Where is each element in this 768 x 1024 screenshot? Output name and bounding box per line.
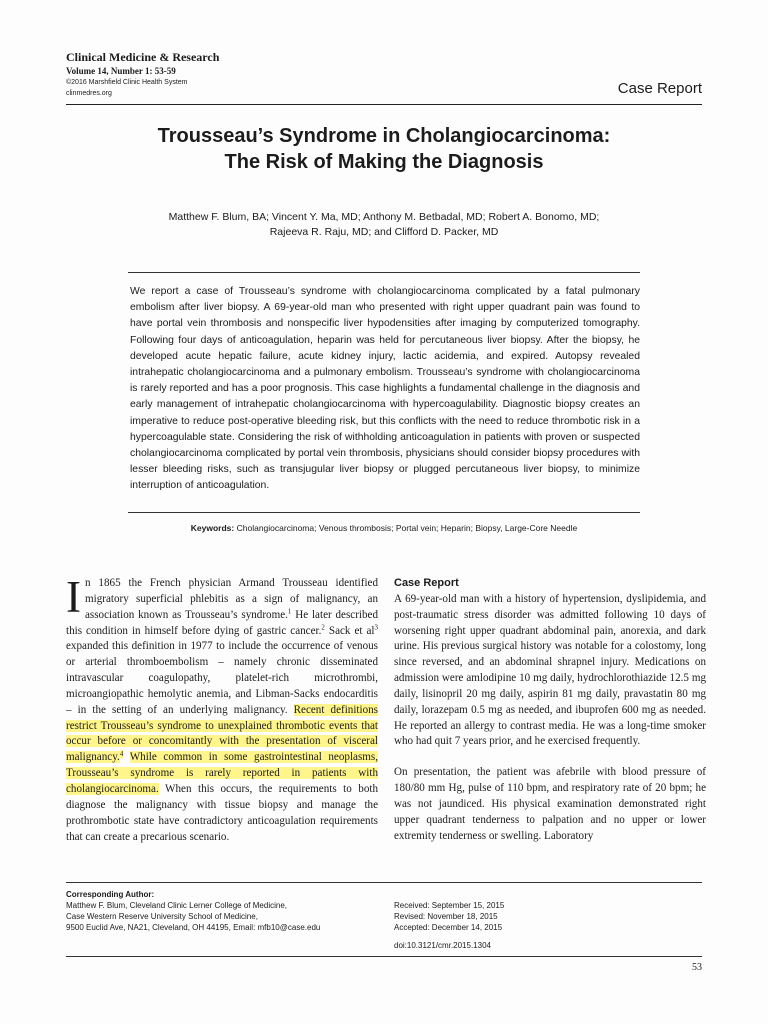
revised-date: Revised: November 18, 2015	[394, 912, 498, 922]
intro-text: expanded this definition in 1977 to include the occurrence of venous or arterial thromboembolism – namely chronic disseminated intravascular coagulopathy, platelet-rich microthrombi, microangiopathic hemolytic anemia, and Libman-Sacks endocarditis – in the setting of an underlying malignancy.	[66, 640, 378, 716]
keyword: Cholangiocarcinoma;	[236, 523, 317, 533]
article-type-label: Case Report	[617, 80, 702, 97]
section-heading: Case Report	[394, 577, 459, 589]
journal-copyright: ©2016 Marshfield Clinic Health System	[66, 79, 188, 86]
intro-text: When this occurs, the requirements to both diagnose the malignancy with tissue biopsy and manage the prothrombotic state have contradictory anticoagulation requirements that can create a precarious scenario.	[66, 782, 378, 843]
corresponding-author-line: Case Western Reserve University School of Medicine,	[66, 912, 258, 921]
keyword: Portal vein;	[395, 523, 439, 533]
received-date: Received: September 15, 2015	[394, 901, 505, 910]
case-report-column	[394, 576, 706, 845]
intro-column	[66, 572, 379, 845]
reference-4: 4	[119, 749, 124, 758]
reference-3: 3	[374, 622, 378, 631]
keyword: Heparin;	[440, 523, 473, 533]
keywords-label: Keywords:	[190, 523, 235, 533]
highlighted-text: While common in some gastrointestinal neoplasms, Trousseau’s syndrome is rarely reported in patients with cholangiocarcinoma.	[66, 751, 378, 795]
accepted-date: Accepted: December 14, 2015	[394, 923, 503, 933]
title-line-1: Trousseau’s Syndrome in Cholangiocarcinoma:	[157, 125, 611, 147]
intro-text: Sack et al	[324, 624, 375, 637]
keyword: Biopsy, Large-Core Needle	[475, 523, 578, 533]
abstract-divider-bottom	[128, 512, 640, 513]
journal-volume: Volume 14, Number 1: 53-59	[66, 66, 176, 76]
article-title	[66, 124, 702, 175]
reference-2: 2	[321, 622, 325, 631]
doi: doi:10.3121/cmr.2015.1304	[394, 941, 491, 950]
keyword: Venous thrombosis;	[318, 523, 394, 533]
abstract-divider-top	[128, 272, 640, 273]
abstract-text: We report a case of Trousseau’s syndrome with cholangiocarcinoma complicated by a fatal pulmonary embolism after liver biopsy. A 69-year-old man who presented with right upper quadrant pain was found to have portal vein thrombosis and nonspecific liver hypodensities after imaging by computerized tomography. Following four days of anticoagulation, heparin was held for percutaneous liver biopsy. After the biopsy, he developed acute hepatic failure, acute kidney injury, lactic acidemia, and expired. Autopsy revealed intrahepatic cholangiocarcinoma and a pulmonary embolism. Trousseau’s syndrome with cholangiocarcinoma is rarely reported and has a poor prognosis. This case highlights a fundamental challenge in the diagnosis and early management of intrahepatic cholangiocarcinoma with hypercoagulability. Diagnostic biopsy creates an imperative to reduce post-operative bleeding risk, but this conflicts with the need to reduce thrombotic risk in a hypercoagulable state. Considering the risk of withholding anticoagulation in patients with proven or suspected cholangiocarcinoma complicated by portal vein thrombosis, physicians should consider biopsy procedures with lesser bleeding risks, such as transjugular liver biopsy or plugged percutaneous liver biopsy, to minimize interruption of anticoagulation.	[130, 286, 640, 492]
authors-line-2: Rajeeva R. Raju, MD; and Clifford D. Packer, MD	[269, 225, 499, 238]
corresponding-author	[66, 889, 366, 933]
header-divider	[66, 104, 702, 105]
highlighted-text: Recent definitions restrict Trousseau’s syndrome to unexplained thrombotic events that occur before or concomitantly with the presentation of visceral malignancy.	[66, 703, 378, 764]
footer-divider-bottom	[66, 956, 702, 957]
corresponding-author-label: Corresponding Author:	[66, 890, 155, 899]
article-dates	[394, 900, 504, 934]
paragraph-gap	[394, 750, 706, 765]
intro-text: n 1865 the French physician Armand Trousseau identified migratory superficial phlebitis as a sign of malignancy, an association known as Trousseau’s syndrome.	[85, 577, 378, 621]
author-list	[66, 210, 702, 239]
authors-line-1: Matthew F. Blum, BA; Vincent Y. Ma, MD; Anthony M. Betbadal, MD; Robert A. Bonomo, MD;	[168, 211, 600, 223]
title-line-2: The Risk of Making the Diagnosis	[224, 150, 544, 173]
footer-divider-top	[66, 882, 702, 883]
keywords-line	[0, 523, 768, 533]
page-number: 53	[692, 962, 702, 973]
journal-site: clinmedres.org	[66, 90, 112, 97]
intro-text: He later described this condition in himself before dying of gastric cancer.	[66, 608, 379, 637]
case-paragraph-1: A 69-year-old man with a history of hypertension, dyslipidemia, and post-traumatic stress disorder was admitted following 10 days of worsening right upper quadrant abdominal pain, anorexia, and dark urine. His previous surgical history was notable for a colostomy, long since reversed, and an abdominal shrapnel injury. Medications on admission were amlodipine 10 mg daily, hydrochlorothiazide 12.5 mg daily, lisinopril 20 mg daily, aspirin 81 mg daily, pravastatin 80 mg daily, lorazepam 0.5 mg as needed, and ibuprofen 600 mg as needed. He reported an allergy to contrast media. He was a long-time smoker who had quit 7 years prior, and he exercised frequently.	[394, 592, 706, 748]
reference-1: 1	[287, 607, 292, 615]
corresponding-author-line: Matthew F. Blum, Cleveland Clinic Lerner College of Medicine,	[66, 901, 287, 910]
journal-name: Clinical Medicine & Research	[66, 50, 220, 64]
corresponding-author-line: 9500 Euclid Ave, NA21, Cleveland, OH 44195, Email: mfb10@case.edu	[66, 923, 321, 932]
case-paragraph-2: On presentation, the patient was afebrile with blood pressure of 180/80 mm Hg, pulse of 110 bpm, and respiratory rate of 20 bpm; he was not jaundiced. His physical examination demonstrated right upper quadrant tenderness to palpation and no upper or lower extremity tenderness or swelling. Laboratory	[394, 766, 706, 842]
drop-cap: I	[66, 572, 81, 622]
